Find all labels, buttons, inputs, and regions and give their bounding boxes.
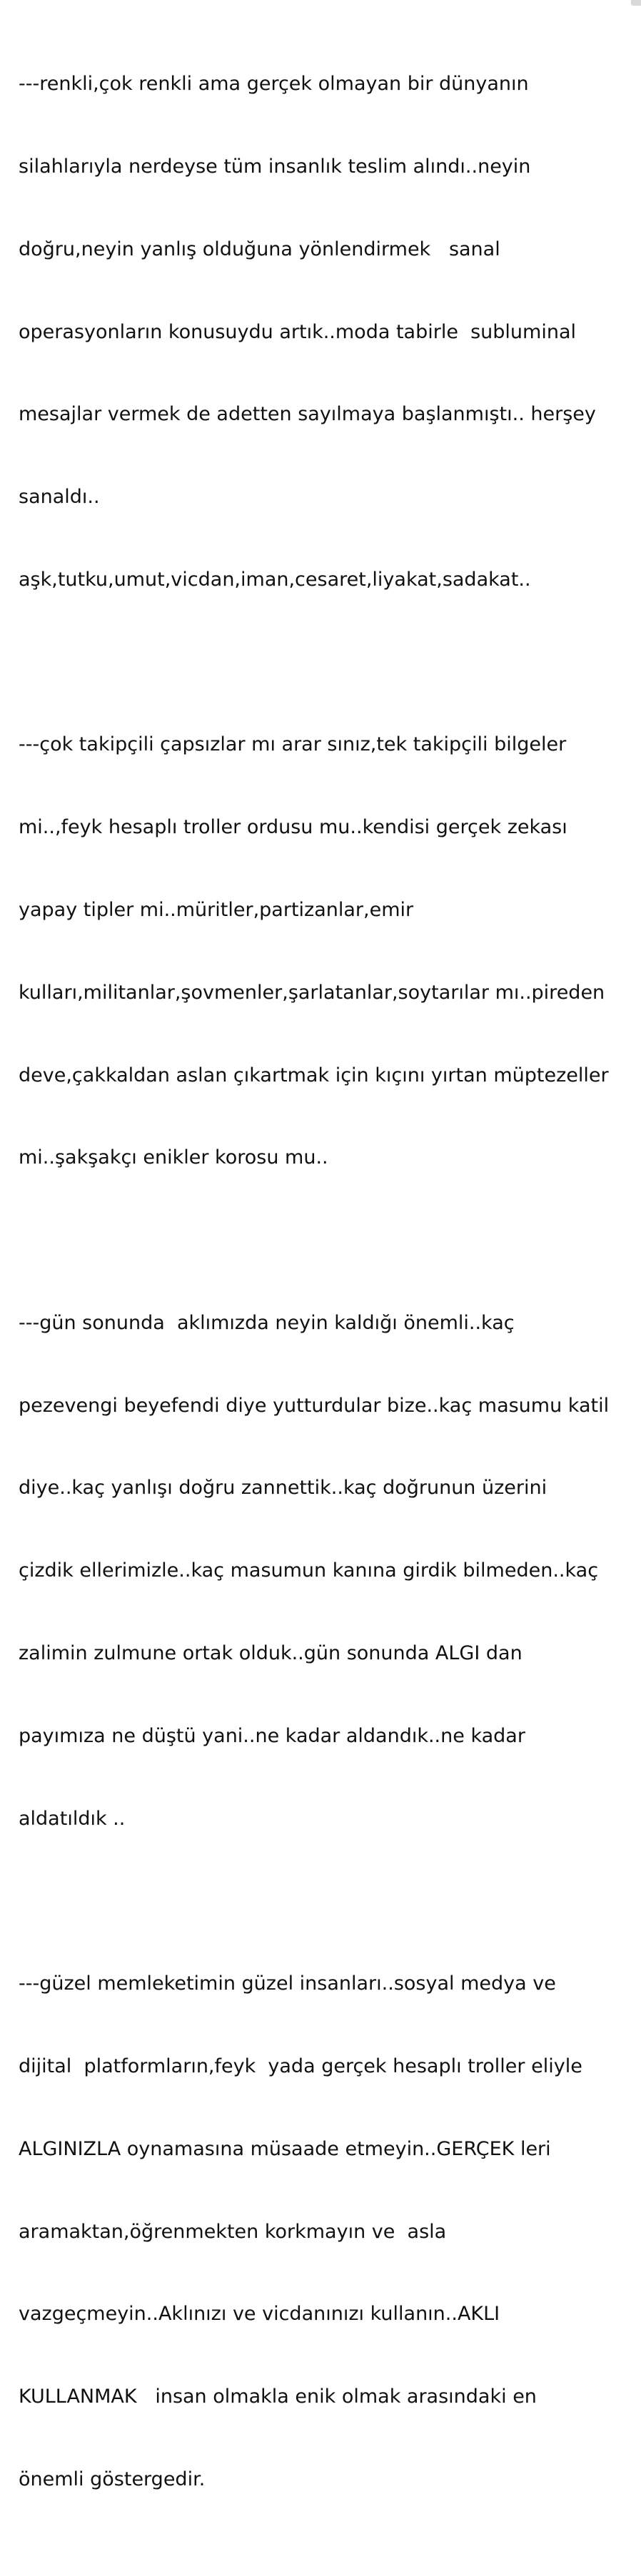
text-line: mi..şakşakçı enikler korosu mu..	[19, 1146, 328, 1169]
text-line: aramaktan,öğrenmekten korkmayın ve asla	[19, 2220, 447, 2243]
text-line: silahlarıyla nerdeyse tüm insanlık teslim alındı..neyin	[19, 155, 531, 178]
text-line: payımıza ne düştü yani..ne kadar aldandık..ne kadar	[19, 1724, 525, 1747]
text-line: diye..kaç yanlışı doğru zannettik..kaç doğrunun üzerini	[19, 1477, 547, 1500]
text-line: ALGINIZLA oynamasına müsaade etmeyin..GERÇEK leri	[19, 2137, 551, 2160]
text-line: mesajlar vermek de adetten sayılmaya başlanmıştı.. herşey	[19, 403, 596, 426]
text-line: ---renkli,çok renkli ama gerçek olmayan bir dünyanın	[19, 73, 529, 96]
scroll-indicator[interactable]	[631, 0, 641, 6]
paragraph-2	[19, 676, 632, 1227]
text-line: kulları,militanlar,şovmenler,şarlatanlar,soytarılar mı..pireden	[19, 981, 605, 1004]
note-body	[19, 16, 632, 2576]
text-line: operasyonların konusuydu artık..moda tabirle subluminal	[19, 320, 577, 343]
text-line: ---güzel memleketimin güzel insanları..sosyal medya ve	[19, 1972, 556, 1995]
text-line: ---çok takipçili çapsızlar mı arar sınız,tek takipçili bilgeler	[19, 733, 567, 756]
paragraph-1	[19, 16, 632, 649]
text-line: KULLANMAK insan olmakla enik olmak arasındaki en	[19, 2386, 537, 2408]
text-line: sanaldı..	[19, 486, 100, 509]
paragraph-3	[19, 1255, 632, 1888]
text-line: yapay tipler mi..müritler,partizanlar,emir	[19, 899, 414, 921]
text-line: doğru,neyin yanlış olduğuna yönlendirmek sanal	[19, 238, 500, 260]
text-line: mi..,feyk hesaplı troller ordusu mu..kendisi gerçek zekası	[19, 816, 567, 839]
text-line: pezevengi beyefendi diye yutturdular bize..kaç masumu katil	[19, 1394, 610, 1417]
text-line: aşk,tutku,umut,vicdan,iman,cesaret,liyakat,sadakat..	[19, 568, 531, 591]
text-line: dijital platformların,feyk yada gerçek hesaplı troller eliyle	[19, 2055, 582, 2077]
text-line: aldatıldık ..	[19, 1807, 126, 1830]
text-line: önemli göstergedir.	[19, 2468, 206, 2490]
text-line: vazgeçmeyin..Aklınızı ve vicdanınızı kullanın..AKLI	[19, 2303, 500, 2326]
text-line: zalimin zulmune ortak olduk..gün sonunda ALGI dan	[19, 1642, 523, 1665]
text-line: deve,çakkaldan aslan çıkartmak için kıçını yırtan müptezeller	[19, 1064, 609, 1086]
paragraph-4	[19, 1915, 632, 2549]
text-line: çizdik ellerimizle..kaç masumun kanına girdik bilmeden..kaç	[19, 1559, 599, 1582]
text-line: ---gün sonunda aklımızda neyin kaldığı önemli..kaç	[19, 1311, 515, 1334]
